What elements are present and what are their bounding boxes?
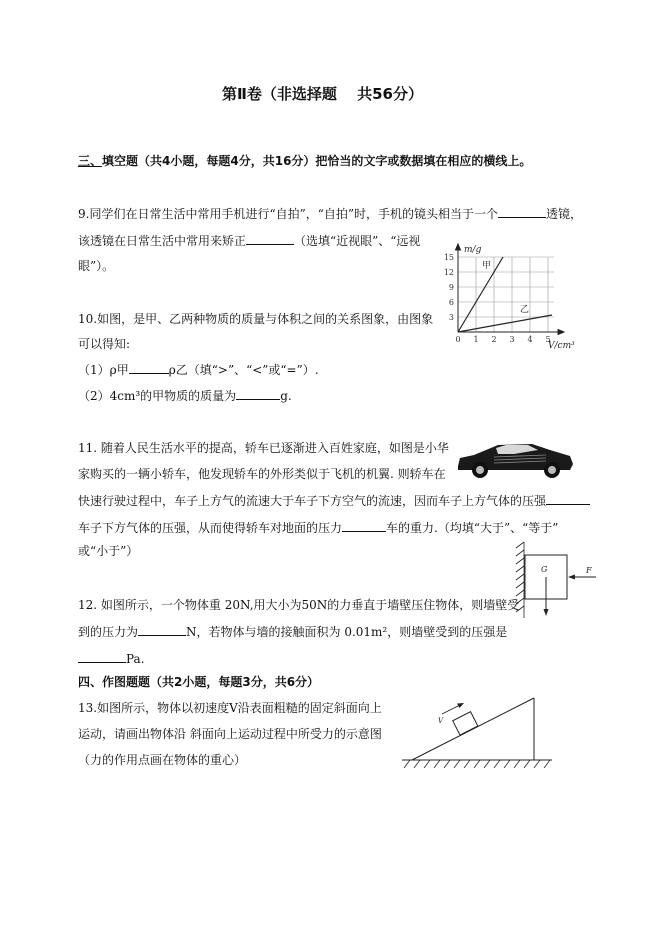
q9-text-1a: 9.同学们在日常生活中常用手机进行“自拍”，“自拍”时，手机的镜头相当于一个: [78, 207, 498, 221]
q10-text-3b: ρ乙（填“>”、“<”或“=”）.: [168, 363, 319, 377]
x-tick-0: 0: [455, 335, 461, 344]
q12-blank-2[interactable]: [78, 651, 126, 663]
y-axis-label: m/g: [464, 245, 482, 255]
q10-line-4: [78, 388, 292, 403]
q10-blank-1[interactable]: [129, 362, 169, 374]
section-fill-numeral: 三、: [78, 154, 103, 168]
y-tick-3: 3: [448, 313, 454, 322]
q9-text-2b: （选填“近视眼”、“远视: [294, 234, 421, 248]
q12-line-3: [78, 651, 145, 666]
wall-force-figure: [512, 540, 602, 620]
section-fill-header: [78, 154, 531, 168]
x-axis-label: V/cm³: [548, 341, 575, 350]
q9-blank-2[interactable]: [246, 233, 294, 245]
q11-text-3: 快速行驶过程中，车子上方气的流速大于车子下方空气的流速，因而车子上方气体的压强: [78, 494, 547, 508]
velocity-label: V: [438, 717, 444, 725]
q13-line-3: （力的作用点画在物体的重心）: [78, 753, 247, 767]
q12-text-2a: 到的压力为: [78, 625, 139, 639]
series-yi-label: 乙: [520, 305, 530, 315]
y-tick-15: 15: [443, 253, 454, 262]
section-fill-label: 填空题（共4小题，每题4分，共16分）: [102, 154, 316, 168]
q12-blank-1[interactable]: [138, 624, 186, 636]
y-tick-9: 9: [448, 283, 454, 292]
q13-line-2: 运动，请画出物体沿 斜面向上运动过程中所受力的示意图: [78, 727, 382, 741]
y-tick-6: 6: [448, 298, 454, 307]
q13-line-1: 13.如图所示，物体以初速度V沿表面粗糙的固定斜面向上: [78, 701, 382, 715]
q9-text-1b: 透镜，: [546, 207, 583, 221]
x-tick-3: 3: [509, 335, 515, 344]
incline-block: [453, 712, 478, 735]
q12-text-2b: N，若物体与墙的接触面积为 0.01m²，则墙壁受到的压强是: [186, 625, 508, 639]
q12-text-3b: Pa.: [126, 652, 145, 666]
mass-volume-graph: [430, 240, 580, 350]
y-tick-12: 12: [443, 268, 454, 277]
series-jia-line: [458, 257, 503, 332]
q11-text-4b: 车的重力.（均填“大于”、“等于”: [386, 521, 559, 535]
incline-figure: [398, 690, 558, 775]
q11-blank-1[interactable]: [546, 493, 590, 505]
q10-line-1: 10.如图，是甲、乙两种物质的质量与体积之间的关系图象，由图象: [78, 312, 434, 326]
q12-line-1: 12. 如图所示，一个物体重 20N,用大小为50N的力垂直于墙壁压住物体，则墙壁受: [78, 598, 520, 612]
q12-line-2: [78, 624, 507, 639]
q9-line-1: [78, 206, 582, 221]
force-label: F: [586, 566, 592, 575]
q11-line-4: [78, 520, 558, 535]
q10-text-3a: （1）ρ甲: [78, 363, 129, 377]
x-tick-4: 4: [527, 335, 533, 344]
q10-line-3: [78, 362, 319, 377]
q10-text-4b: g.: [280, 389, 292, 403]
x-tick-2: 2: [491, 335, 497, 344]
q10-blank-2[interactable]: [236, 388, 280, 400]
q11-text-4a: 车子下方气体的压强，从而使得轿车对地面的压力: [78, 521, 343, 535]
x-tick-5: 5: [545, 335, 551, 344]
q11-blank-2[interactable]: [342, 520, 386, 532]
x-tick-1: 1: [473, 335, 479, 344]
section-fill-instruction: 把恰当的文字或数据填在相应的横线上。: [315, 154, 532, 168]
q9-line-2: [78, 233, 420, 248]
q10-line-2: 可以得知:: [78, 337, 131, 351]
q11-line-1: 11. 随着人民生活水平的提高，轿车已逐渐进入百姓家庭，如图是小华: [78, 441, 449, 455]
car-figure: [454, 436, 576, 482]
q11-line-3: [78, 493, 590, 508]
q9-line-3: 眼”）。: [78, 259, 115, 273]
q11-line-5: 或“小于”）: [78, 544, 139, 558]
series-yi-line: [458, 315, 552, 332]
q11-line-2: 家购买的一辆小轿车，他发现轿车的外形类似于飞机的机翼. 则轿车在: [78, 467, 446, 481]
page-title: 第Ⅱ卷（非选择题 共56分）: [222, 85, 423, 103]
series-jia-label: 甲: [482, 261, 492, 271]
q9-blank-1[interactable]: [498, 206, 546, 218]
gravity-label: G: [541, 565, 548, 574]
section-draw-header: 四、作图题题（共2小题，每题3分，共6分）: [78, 675, 320, 689]
q10-text-4a: （2）4cm³的甲物质的质量为: [78, 389, 237, 403]
q9-text-2a: 该透镜在日常生活中常用来矫正: [78, 234, 247, 248]
